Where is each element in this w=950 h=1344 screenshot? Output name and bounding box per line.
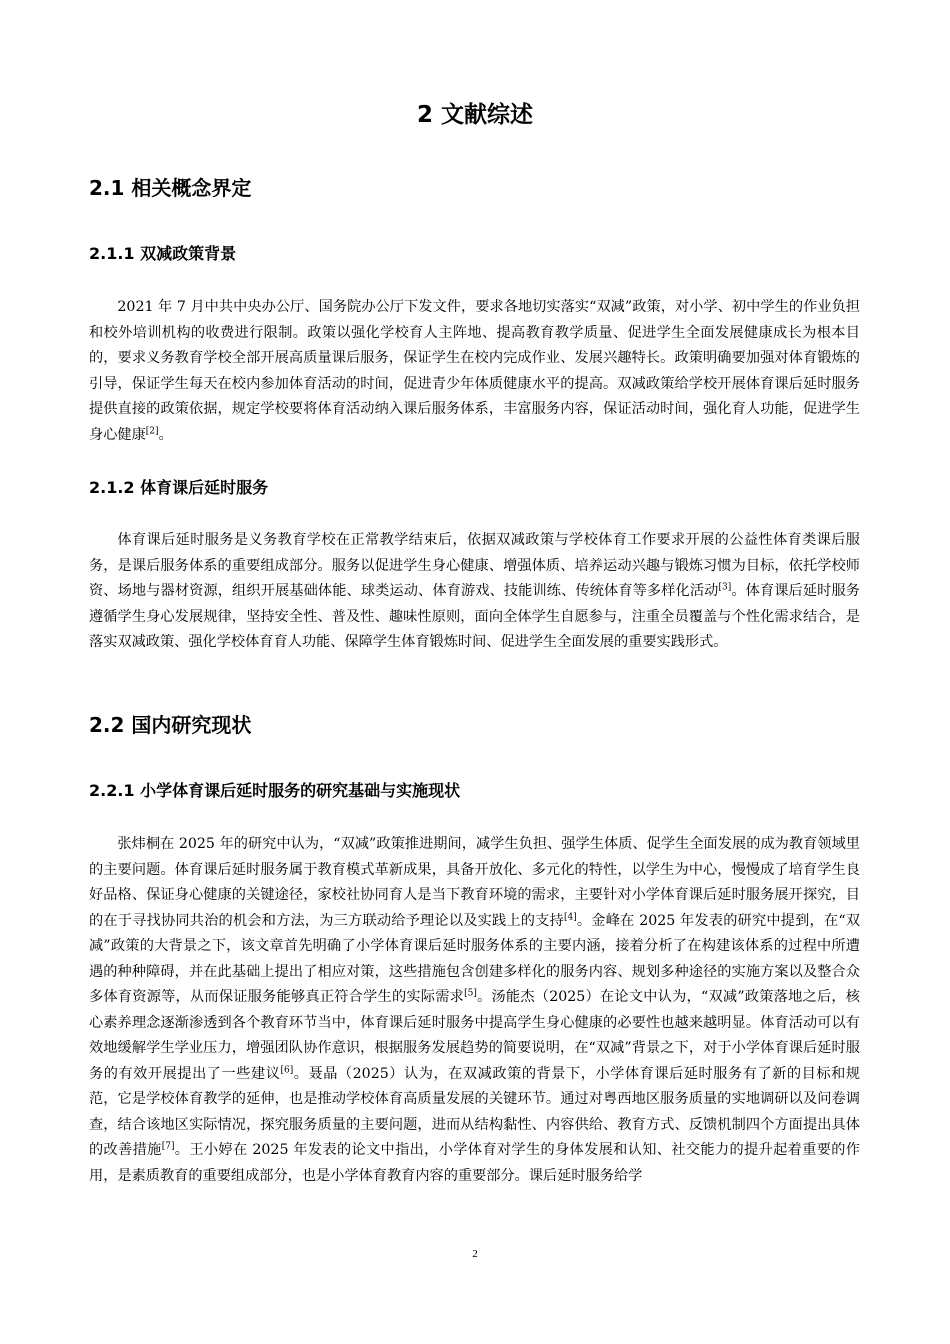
paragraph-text: 2021 年 7 月中共中央办公厅、国务院办公厅下发文件，要求各地切实落实“双减”政策，对小学、初中学生的作业负担和校外培训机构的收费进行限制。政策以强化学校育人主阵地、提高教育教学质量、促进学生全面发展健康成长为根本目的，要求义务教育学校全部开展高质量课后服务，保证学生在校内完成作业、发展兴趣特长。政策明确要加强对体育锻炼的引导，保证学生每天在校内参加体育活动的时间，促进青少年体质健康水平的提高。双减政策给学校开展体育课后延时服务提供直接的政策依据，规定学校要将体育活动纳入课后服务体系，丰富服务内容，保证活动时间，强化育人功能，促进学生身心健康: [89, 299, 860, 443]
citation: [4]: [563, 911, 577, 922]
paragraph-text: 。金峰在 2025 年发表的研究中提到，在“双减”政策的大背景之下，该文章首先明确了小学体育课后延时服务体系的主要内涵，接着分析了在构建该体系的过程中所遭遇的种种障碍，并在此基础上提出了相应对策，这些措施包含创建多样化的服务内容、规划多种途径的实施方案以及整合众多体育资源等，从而保证服务能够真正符合学生的实际需求: [89, 912, 860, 1005]
subsection-heading-2-2-1: 2.2.1 小学体育课后延时服务的研究基础与实施现状: [89, 781, 461, 800]
subsection-heading-2-1-2: 2.1.2 体育课后延时服务: [89, 478, 269, 497]
subsection-heading-2-1-1: 2.1.1 双减政策背景: [89, 244, 237, 263]
citation: [6]: [280, 1064, 294, 1075]
paragraph-text: 。体育课后延时服务遵循学生身心发展规律，坚持安全性、普及性、趣味性原则，面向全体学生自愿参与，注重全员覆盖与个性化需求结合，是落实双减政策、强化学校体育育人功能、保障学生体育锻炼时间、促进学生全面发展的重要实践形式。: [89, 583, 860, 650]
paragraph-text: 。聂晶（2025）认为，在双减政策的背景下，小学体育课后延时服务有了新的目标和规范，它是学校体育教学的延伸，也是推动学校体育高质量发展的关键环节。通过对粤西地区服务质量的实地调研以及问卷调查，结合该地区实际情况，探究服务质量的主要问题，进而从结构黏性、内容供给、教育方式、反馈机制四个方面提出具体的改善措施: [89, 1065, 860, 1158]
paragraph-text: 体育课后延时服务是义务教育学校在正常教学结束后，依据双减政策与学校体育工作要求开展的公益性体育类课后服务，是课后服务体系的重要组成部分。服务以促进学生身心健康、增强体质、培养运动兴趣与锻炼习惯为目标，依托学校师资、场地与器材资源，组织开展基础体能、球类运动、体育游戏、技能训练、传统体育等多样化活动: [89, 532, 860, 599]
paragraph-after-school-pe-service: [89, 528, 860, 656]
paragraph-text: 。汤能杰（2025）在论文中认为，“双减”政策落地之后，核心素养理念逐渐渗透到各个教育环节当中，体育课后延时服务中提高学生身心健康的必要性也越来越明显。体育活动可以有效地缓解学生学业压力，增强团队协作意识，根据服务发展趋势的简要说明，在“双减”背景之下，对于小学体育课后延时服务的有效开展提出了一些建议: [89, 989, 860, 1082]
page-number: 2: [472, 1248, 478, 1260]
citation: [3]: [718, 582, 732, 593]
paragraph-policy-background: [89, 295, 860, 448]
citation: [7]: [161, 1141, 175, 1152]
paragraph-text: 张炜桐在 2025 年的研究中认为，“双减”政策推进期间，减学生负担、强学生体质、促学生全面发展的成为教育领域里的主要问题。体育课后延时服务属于教育模式革新成果，具备开放化、多元化的特性，以学生为中心，慢慢成了培育学生良好品格、保证身心健康的关键途径，家校社协同育人是当下教育环境的需求，主要针对小学体育课后延时服务展开探究，目的在于寻找协同共治的机会和方法，为三方联动给予理论以及实践上的支持: [89, 836, 860, 929]
chapter-title: 2 文献综述: [416, 102, 533, 128]
section-heading-2-1: 2.1 相关概念界定: [89, 176, 252, 200]
paragraph-text: 。: [158, 426, 173, 443]
paragraph-text: 。王小婷在 2025 年发表的论文中指出，小学体育对学生的身体发展和认知、社交能力的提升起着重要的作用，是素质教育的重要组成部分，也是小学体育教育内容的重要部分。课后延时服务给学: [89, 1142, 860, 1184]
citation: [2]: [145, 425, 159, 436]
citation: [5]: [464, 988, 477, 999]
paragraph-research-basis: [89, 832, 860, 1189]
section-heading-2-2: 2.2 国内研究现状: [89, 713, 252, 737]
